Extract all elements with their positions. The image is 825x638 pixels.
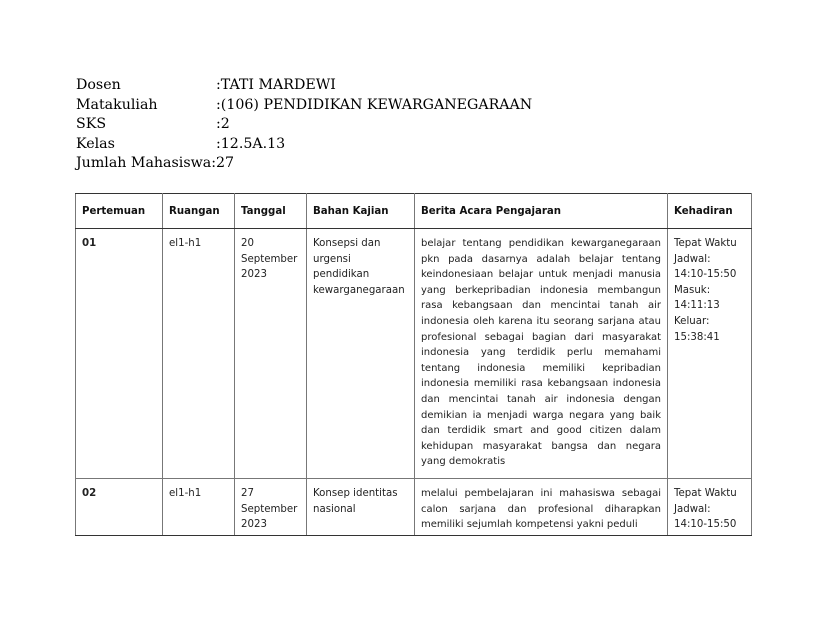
table-header-row — [76, 194, 752, 229]
course-info — [76, 76, 532, 174]
attendance-table — [75, 193, 752, 536]
kehadiran-jadwal-label: Jadwal: — [674, 253, 711, 265]
dosen-label: Dosen — [76, 77, 121, 93]
kehadiran-jadwal-label: Jadwal: — [674, 503, 711, 515]
kehadiran-cell — [668, 478, 752, 535]
kehadiran-keluar-value: 15:38:41 — [674, 331, 720, 343]
column-header-ruangan: Ruangan — [163, 194, 235, 229]
kelas-row: Kelas :12.5A.13 — [76, 135, 532, 155]
kehadiran-keluar-label: Keluar: — [674, 315, 710, 327]
column-header-pertemuan: Pertemuan — [76, 194, 163, 229]
jumlah-mahasiswa-label: Jumlah Mahasiswa — [76, 155, 212, 171]
pertemuan-cell: 02 — [76, 478, 163, 535]
table-row — [76, 229, 752, 479]
kehadiran-jadwal-value: 14:10-15:50 — [674, 269, 737, 281]
matakuliah-value: (106) PENDIDIKAN KEWARGANEGARAAN — [220, 96, 533, 113]
ruangan-cell: el1-h1 — [163, 229, 235, 479]
kelas-label: Kelas — [76, 135, 115, 152]
bahan-kajian-cell: Konsep identitas nasional — [307, 478, 415, 535]
kehadiran-jadwal-value: 14:10-15:50 — [674, 519, 737, 531]
jumlah-mahasiswa-row: Jumlah Mahasiswa:27 — [76, 155, 235, 171]
sks-label: SKS — [76, 116, 107, 132]
column-header-kehadiran: Kehadiran — [668, 194, 752, 229]
matakuliah-label: Matakuliah — [76, 96, 158, 113]
column-header-tanggal: Tanggal — [235, 194, 307, 229]
column-header-bahan-kajian: Bahan Kajian — [307, 194, 415, 229]
sks-row: SKS :2 — [76, 115, 532, 135]
kelas-value: 12.5A.13 — [220, 135, 286, 152]
pertemuan-cell: 01 — [76, 229, 163, 479]
kehadiran-status: Tepat Waktu — [674, 487, 737, 499]
jumlah-mahasiswa-value: 27 — [216, 155, 235, 171]
bahan-kajian-cell: Konsepsi dan urgensi pendidikan kewarganegaraan — [307, 229, 415, 479]
berita-acara-cell: belajar tentang pendidikan kewarganegaraan pkn pada dasarnya adalah belajar tentang keindonesiaan belajar untuk menjadi manusia yang berkepribadian indonesia membangun rasa kebangsaan dan mencintai tanah air indonesia oleh karena itu seorang sarjana atau profesional sebagai bagian dari masyarakat indonesia yang terdidik perlu memahami tentang indonesia memiliki kepribadian indonesia memiliki rasa kebangsaan indonesia dan mencintai tanah air indonesia dengan demikian ia menjadi warga negara yang baik dan terdidik smart and good citizen dalam kehidupan masyarakat bangsa dan negara yang demokratis — [415, 229, 668, 479]
matakuliah-row: Matakuliah :(106) PENDIDIKAN KEWARGANEGARAAN — [76, 96, 532, 116]
berita-acara-cell: melalui pembelajaran ini mahasiswa sebagai calon sarjana dan profesional diharapkan memiliki sejumlah kompetensi yakni peduli — [415, 478, 668, 535]
kehadiran-status: Tepat Waktu — [674, 238, 737, 249]
ruangan-cell: el1-h1 — [163, 478, 235, 535]
kehadiran-masuk-value: 14:11:13 — [674, 300, 720, 312]
kehadiran-masuk-label: Masuk: — [674, 284, 711, 296]
dosen-row: Dosen :TATI MARDEWI — [76, 76, 532, 96]
dosen-value: TATI MARDEWI — [220, 77, 336, 93]
tanggal-cell: 20 September 2023 — [235, 229, 307, 479]
kehadiran-cell — [668, 229, 752, 479]
table-row — [76, 478, 752, 535]
column-header-berita-acara: Berita Acara Pengajaran — [415, 194, 668, 229]
sks-value: 2 — [220, 116, 230, 132]
tanggal-cell: 27 September 2023 — [235, 478, 307, 535]
